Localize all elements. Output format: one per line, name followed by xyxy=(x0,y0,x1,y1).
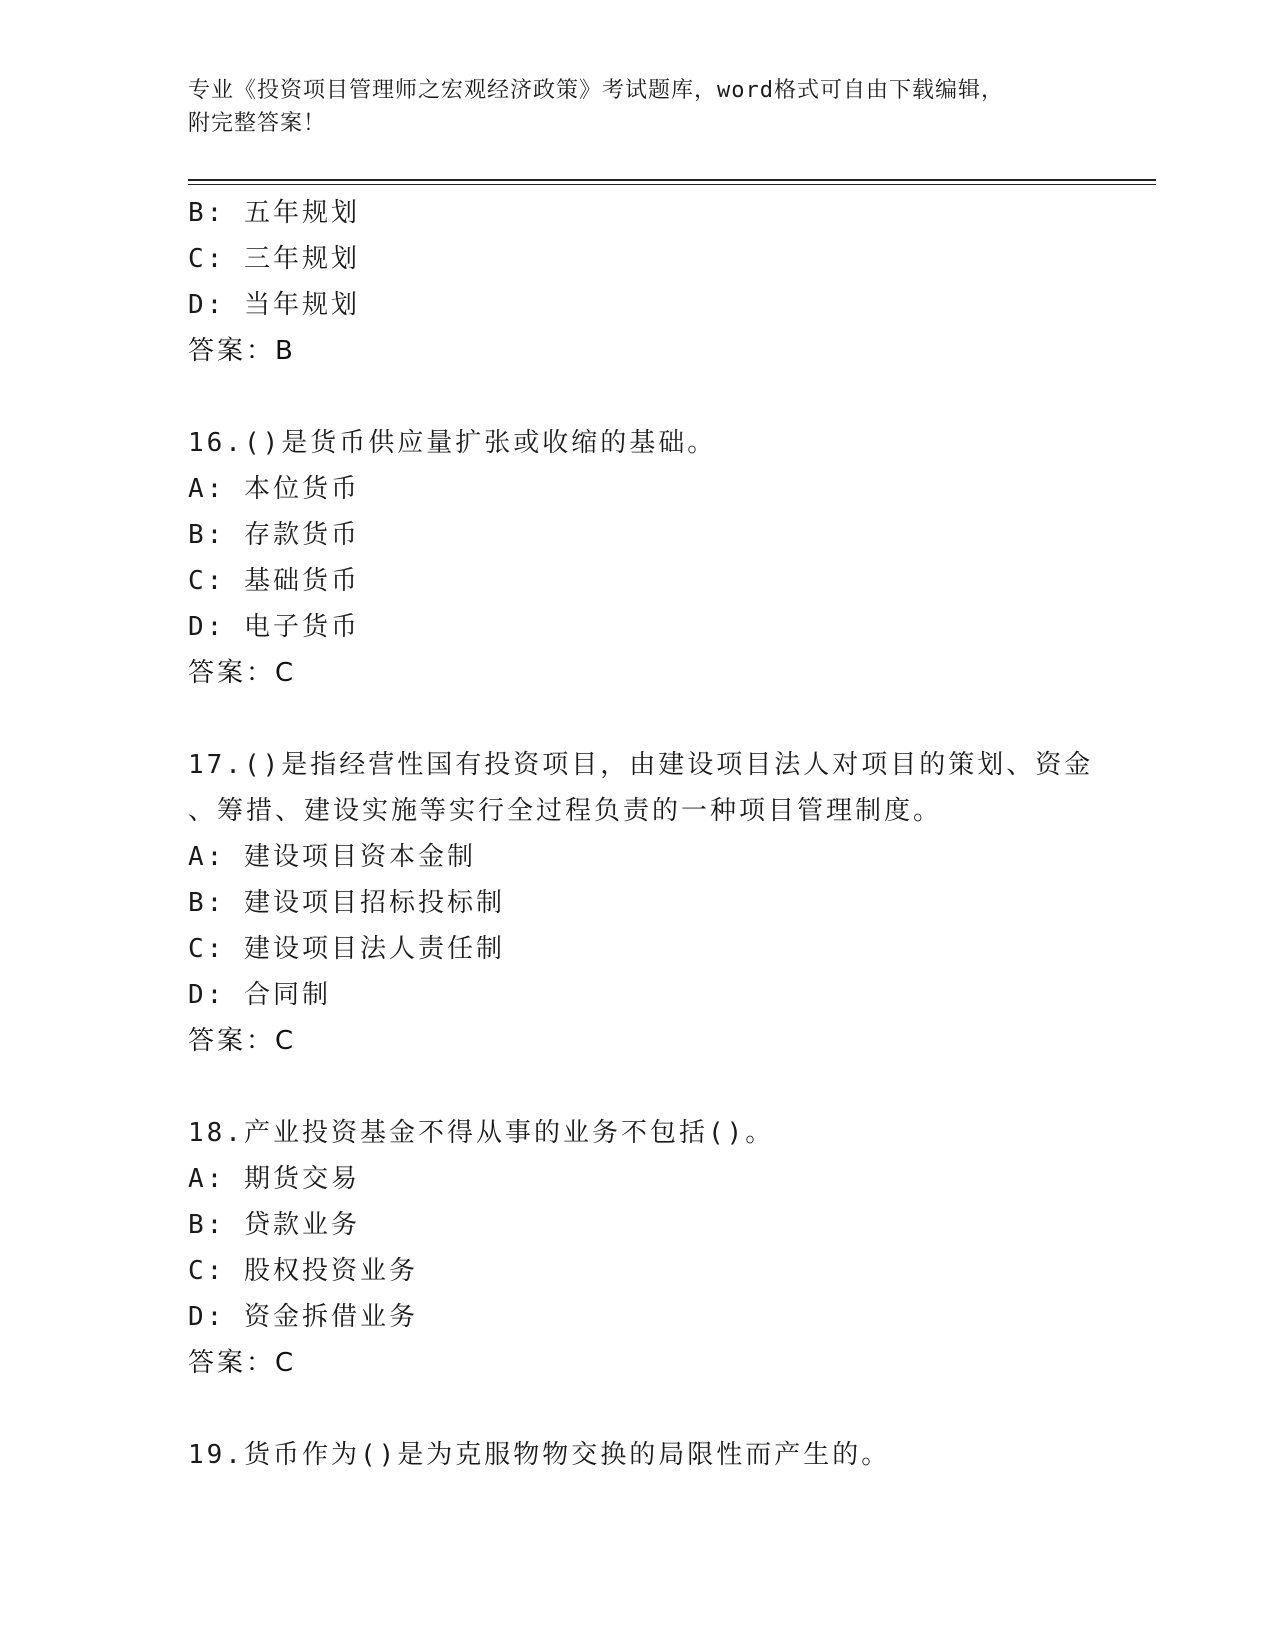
option-d: D: 当年规划 xyxy=(188,290,360,320)
question-stem: 19.货币作为()是为克服物物交换的局限性而产生的。 xyxy=(188,1440,891,1470)
question-stem-line-2: 、筹措、建设实施等实行全过程负责的一种项目管理制度。 xyxy=(188,796,943,826)
header-divider-thin xyxy=(188,184,1156,185)
option-b: B: 五年规划 xyxy=(188,198,360,228)
question-list xyxy=(188,190,1094,1478)
answer-line: 答案：B xyxy=(188,336,296,366)
option-a: A: 期货交易 xyxy=(188,1164,360,1194)
answer-line: 答案：C xyxy=(188,1348,297,1378)
question-stem: 16.()是货币供应量扩张或收缩的基础。 xyxy=(188,428,717,458)
option-d: D: 资金拆借业务 xyxy=(188,1302,418,1332)
question-17 xyxy=(188,742,1094,1064)
option-c: C: 建设项目法人责任制 xyxy=(188,934,505,964)
option-d: D: 电子货币 xyxy=(188,612,360,642)
header-line-1: 专业《投资项目管理师之宏观经济政策》考试题库，word格式可自由下载编辑， xyxy=(188,78,1004,103)
question-19 xyxy=(188,1432,1088,1478)
option-d: D: 合同制 xyxy=(188,980,331,1010)
question-16 xyxy=(188,420,1088,696)
header-divider-thick xyxy=(188,179,1156,181)
option-c: C: 股权投资业务 xyxy=(188,1256,418,1286)
question-18 xyxy=(188,1110,1088,1386)
carryover-question xyxy=(188,190,1088,374)
answer-line: 答案：C xyxy=(188,658,297,688)
header-line-2: 附完整答案！ xyxy=(188,111,327,136)
question-stem: 18.产业投资基金不得从事的业务不包括()。 xyxy=(188,1118,775,1148)
option-a: A: 本位货币 xyxy=(188,474,360,504)
document-header xyxy=(188,74,1088,140)
option-b: B: 建设项目招标投标制 xyxy=(188,888,505,918)
option-b: B: 存款货币 xyxy=(188,520,360,550)
answer-line: 答案：C xyxy=(188,1026,297,1056)
question-stem-line-1: 17.()是指经营性国有投资项目，由建设项目法人对项目的策划、资金 xyxy=(188,750,1094,780)
option-c: C: 三年规划 xyxy=(188,244,360,274)
option-a: A: 建设项目资本金制 xyxy=(188,842,476,872)
option-c: C: 基础货币 xyxy=(188,566,360,596)
option-b: B: 贷款业务 xyxy=(188,1210,360,1240)
